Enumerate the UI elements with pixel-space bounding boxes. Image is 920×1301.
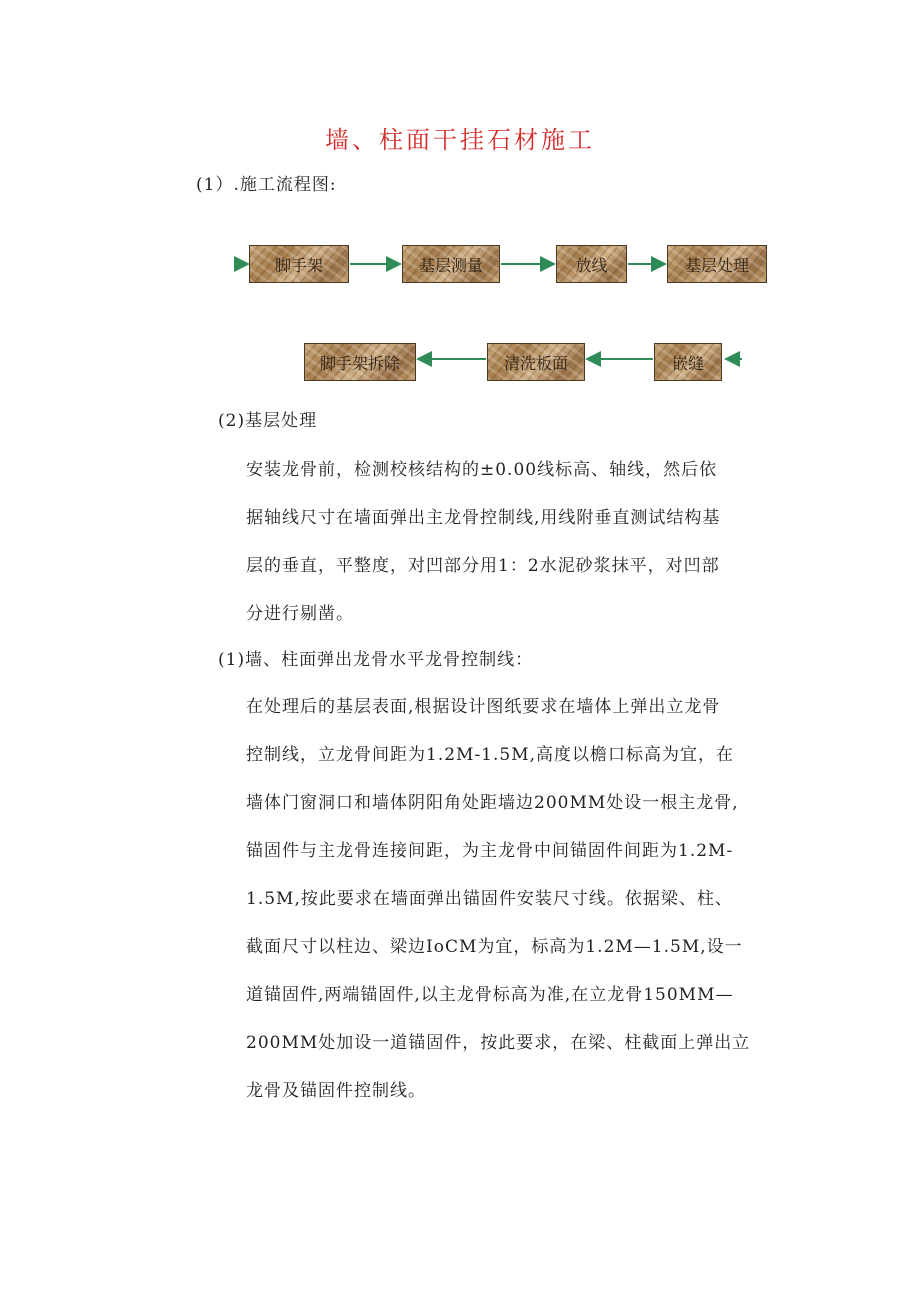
section2-line: 层的垂直，平整度，对凹部分用1：2水泥砂浆抹平，对凹部 [246,556,720,576]
section3-heading: (1)墙、柱面弹出龙骨水平龙骨控制线： [218,650,534,670]
section3-line: 200MM处加设一道锚固件，按此要求，在梁、柱截面上弹出立 [246,1033,751,1053]
section3-line: 在处理后的基层表面,根据设计图纸要求在墙体上弹出立龙骨 [246,697,721,717]
page-title: 墙、柱面干挂石材施工 [325,126,595,154]
flow-step-caulking: 嵌缝 [654,343,722,381]
section2-line: 安装龙骨前，检测校核结构的±0.00线标高、轴线，然后依 [246,460,718,480]
section2-line: 据轴线尺寸在墙面弹出主龙骨控制线,用线附垂直测试结构基 [246,508,721,528]
flow-step-clean-panels: 清洗板面 [487,343,585,381]
flow-arrows [0,0,920,420]
flow-step-layout-lines: 放线 [556,245,627,283]
flow-step-base-survey: 基层测量 [402,245,500,283]
section2-line: 分进行剔凿。 [246,604,354,624]
section1-heading: (1）.施工流程图: [196,175,337,195]
section3-line: 1.5M,按此要求在墙面弹出锚固件安装尺寸线。依据梁、柱、 [246,889,733,909]
section3-line: 道锚固件,两端锚固件,以主龙骨标高为准,在立龙骨150MM— [246,985,734,1005]
flow-step-scaffold: 脚手架 [249,245,349,283]
flow-step-base-treatment: 基层处理 [667,245,767,283]
flow-step-scaffold-removal: 脚手架拆除 [304,343,416,381]
section2-heading: (2)基层处理 [218,411,318,431]
section3-line: 控制线，立龙骨间距为1.2M-1.5M,高度以檐口标高为宜，在 [246,745,735,765]
section3-line: 墙体门窗洞口和墙体阴阳角处距墙边200MM处设一根主龙骨, [246,793,739,813]
section3-line: 锚固件与主龙骨连接间距，为主龙骨中间锚固件间距为1.2M- [246,841,734,861]
section3-line: 龙骨及锚固件控制线。 [246,1081,426,1101]
section3-line: 截面尺寸以柱边、梁边IoCM为宜，标高为1.2M—1.5M,设一 [246,937,743,957]
